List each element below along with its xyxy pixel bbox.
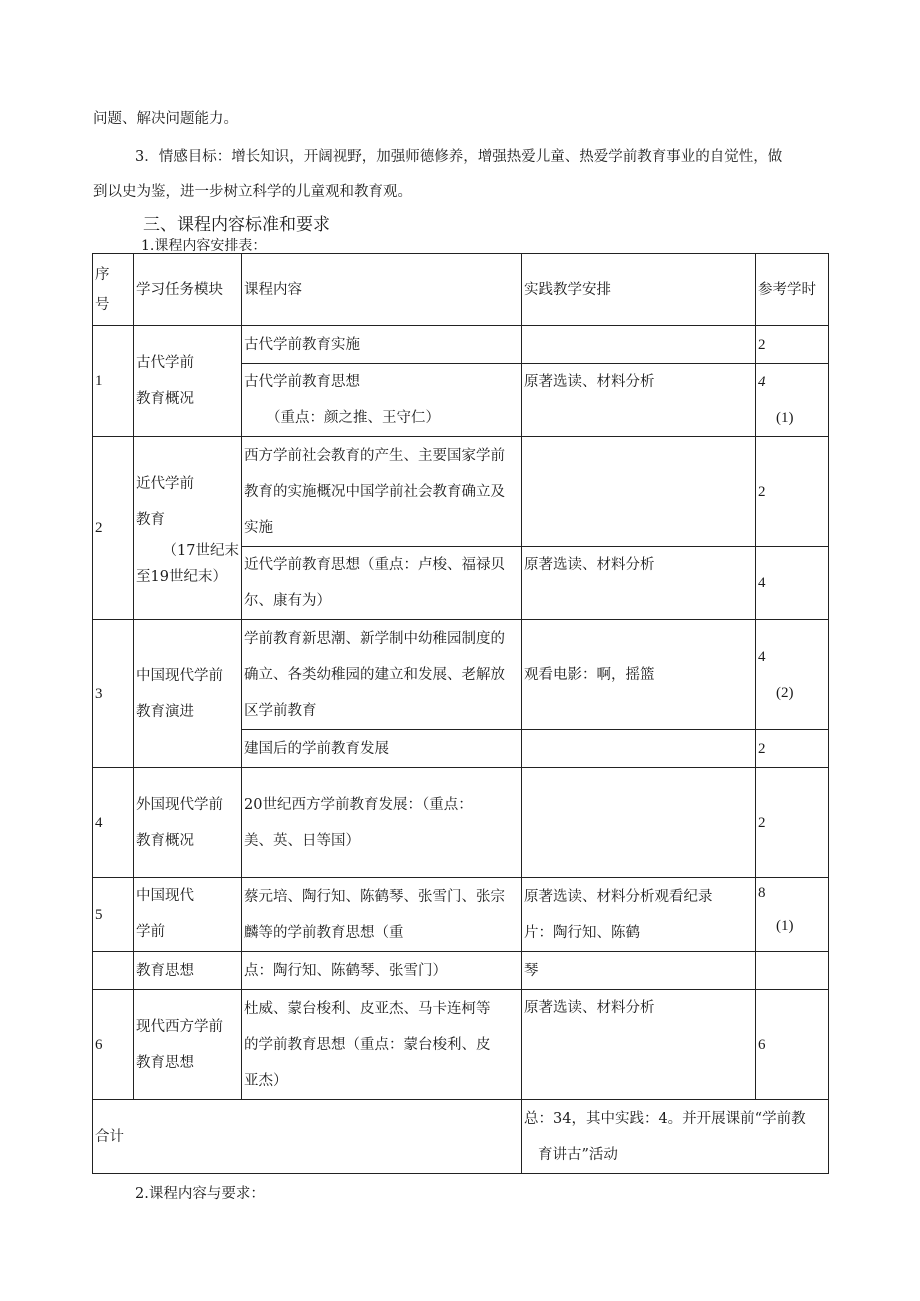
- row-hours: 2: [756, 730, 829, 768]
- header-content: 课程内容: [242, 254, 522, 326]
- row-practice: [522, 437, 756, 547]
- paragraph-line-1: 问题、解决问题能力。: [93, 111, 238, 127]
- row-module: 现代西方学前 教育思想: [134, 990, 242, 1100]
- row-hours: 2: [756, 768, 829, 878]
- table-row: [93, 326, 829, 364]
- section-heading: 三、课程内容标准和要求: [143, 215, 330, 235]
- row-content: 近代学前教育思想（重点：卢梭、福禄贝 尔、康有为）: [242, 547, 522, 620]
- table-row: [93, 878, 829, 952]
- row-content: 古代学前教育实施: [242, 326, 522, 364]
- row-no: 3: [93, 620, 134, 768]
- row-content: 西方学前社会教育的产生、主要国家学前 教育的实施概况中国学前社会教育确立及 实施: [242, 437, 522, 547]
- row-content: 点：陶行知、陈鹤琴、张雪门）: [242, 952, 522, 990]
- row-content: 杜威、蒙台梭利、皮亚杰、马卡连柯等 的学前教育思想（重点：蒙台梭利、皮 亚杰）: [242, 990, 522, 1100]
- row-practice: [522, 768, 756, 878]
- row-module: 教育思想: [134, 952, 242, 990]
- row-no: 6: [93, 990, 134, 1100]
- row-hours: 8 (1): [756, 878, 829, 952]
- row-practice: [522, 730, 756, 768]
- row-content: 20世纪西方学前教育发展：（重点： 美、英、日等国）: [242, 768, 522, 878]
- row-module: 古代学前 教育概况: [134, 326, 242, 437]
- row-hours: 4: [756, 547, 829, 620]
- header-no: 序 号: [93, 254, 134, 326]
- table-row: [93, 952, 829, 990]
- next-heading: 2.课程内容与要求：: [135, 1186, 265, 1202]
- header-hours: 参考学时: [756, 254, 829, 326]
- row-no: 5: [93, 878, 134, 952]
- row-module: 中国现代 学前: [134, 878, 242, 952]
- table-row: [93, 990, 829, 1100]
- row-hours: 2: [756, 326, 829, 364]
- table-header-row: [93, 254, 829, 326]
- row-module: 中国现代学前 教育演进: [134, 620, 242, 768]
- paragraph-line-3: 到以史为鉴，进一步树立科学的儿童观和教育观。: [93, 184, 412, 200]
- row-no: 2: [93, 437, 134, 620]
- row-practice: 原著选读、材料分析观看纪录 片：陶行知、陈鹤: [522, 878, 756, 952]
- row-content: 蔡元培、陶行知、陈鹤琴、张雪门、张宗 麟等的学前教育思想（重: [242, 878, 522, 952]
- row-practice: 原著选读、材料分析: [522, 990, 756, 1100]
- row-content: 古代学前教育思想 （重点：颜之推、王守仁）: [242, 364, 522, 437]
- row-hours: 2: [756, 437, 829, 547]
- row-no: 1: [93, 326, 134, 437]
- paragraph-line-2: 3．情感目标：增长知识，开阔视野，加强师德修养，增强热爱儿童、热爱学前教育事业的自觉性，做: [135, 149, 783, 165]
- row-content: 建国后的学前教育发展: [242, 730, 522, 768]
- table-row: [93, 768, 829, 878]
- row-practice: 原著选读、材料分析: [522, 364, 756, 437]
- row-practice: [522, 326, 756, 364]
- row-content: 学前教育新思潮、新学制中幼稚园制度的 确立、各类幼稚园的建立和发展、老解放 区学前教育: [242, 620, 522, 730]
- row-practice: 琴: [522, 952, 756, 990]
- course-content-table: [92, 253, 829, 1174]
- sub-heading: 1.课程内容安排表：: [141, 238, 267, 254]
- row-practice: 观看电影：啊，摇篮: [522, 620, 756, 730]
- row-practice: 原著选读、材料分析: [522, 547, 756, 620]
- header-module: 学习任务模块: [134, 254, 242, 326]
- table-row: [93, 620, 829, 730]
- row-hours: 6: [756, 990, 829, 1100]
- row-module: 外国现代学前 教育概况: [134, 768, 242, 878]
- row-module: 近代学前 教育 （17世纪末 至19世纪末）: [134, 437, 242, 620]
- row-no: 4: [93, 768, 134, 878]
- row-hours: 4 (1): [756, 364, 829, 437]
- total-text: 总：34，其中实践：4。并开展课前“学前教 育讲古”活动: [522, 1100, 829, 1174]
- table-total-row: [93, 1100, 829, 1174]
- row-hours: 4 (2): [756, 620, 829, 730]
- header-practice: 实践教学安排: [522, 254, 756, 326]
- total-label: 合计: [93, 1100, 522, 1174]
- table-row: [93, 437, 829, 547]
